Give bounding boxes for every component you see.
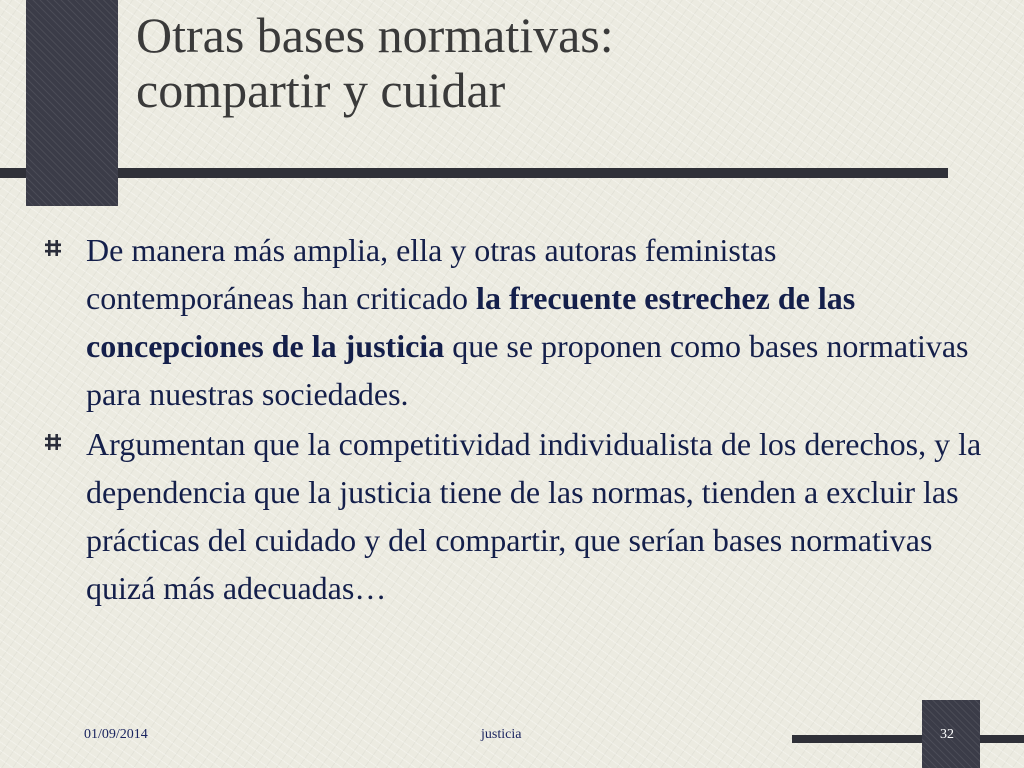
page-number: 32 <box>940 727 954 742</box>
footer-rule-right <box>980 735 1024 743</box>
bullet-1-emphasis: la frecuente estrechez de las concepciones de la justicia <box>86 280 856 364</box>
footer-topic: justicia <box>481 727 522 742</box>
slide-title <box>136 8 996 118</box>
title-rule <box>118 168 948 178</box>
bullet-list <box>44 226 984 614</box>
title-rule-left <box>0 168 26 178</box>
slide-title-line-1: Otras bases normativas: <box>136 7 614 63</box>
title-accent-block <box>26 0 118 206</box>
footer-rule-left <box>792 735 922 743</box>
hash-bullet-icon <box>44 239 62 257</box>
bullet-1-text-start: De manera más amplia, ella y otras autoras feministas contemporáneas han criticado <box>86 232 777 316</box>
bullet-item-2 <box>44 420 984 612</box>
slide-title-line-2: compartir y cuidar <box>136 62 506 118</box>
hash-bullet-icon <box>44 433 62 451</box>
bullet-item-1 <box>44 226 984 418</box>
bullet-2-text: Argumentan que la competitividad individualista de los derechos, y la dependencia que la justicia tiene de las normas, tienden a excluir las prácticas del cuidado y del compartir, que serían bases normativas quizá más adecuadas… <box>86 426 982 606</box>
bullet-1-text-end: que se proponen como bases normativas para nuestras sociedades. <box>86 328 969 412</box>
footer-date: 01/09/2014 <box>84 727 148 742</box>
